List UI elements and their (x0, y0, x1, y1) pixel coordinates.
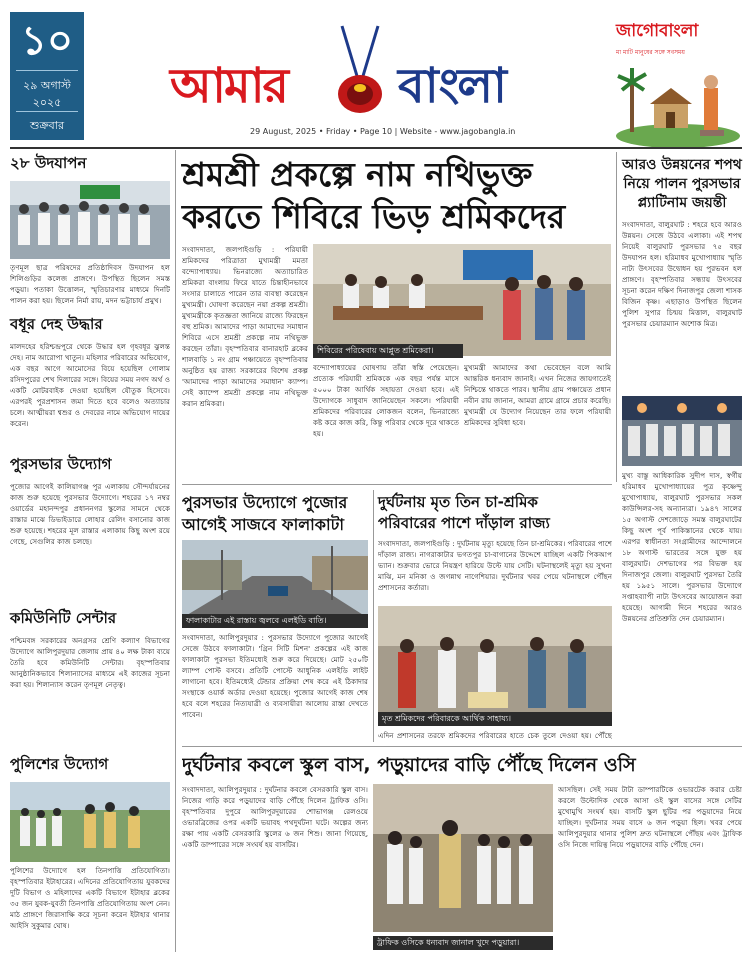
brand-name: জাগোবাংলা (616, 21, 699, 41)
section-heading: ২৮ উদযাপন (10, 154, 87, 172)
puja-photo-caption: ফালাকাটার এই রাস্তায় জ্বলবে এলইডি বাতি। (182, 614, 368, 628)
news-photo (10, 181, 170, 259)
brand-tagline: মা মাটি মানুষের সঙ্গে সবসময় (616, 49, 685, 56)
lead-photo-caption: শিবিরের পরিষেবায় আপ্লুত শ্রমিকেরা। (313, 344, 463, 358)
puja-story-text: সংবাদদাতা, আলিপুরদুয়ার : পুরসভার উদ্যোগে পুজোর আগেই সেজে উঠবে ফালাকাটা। 'গ্রিন সিটি মিশন' প্রকল্পের এই কাজ ফালাকাটা পুরসভা ইতিমধ্যেই শুরু করে দিয়েছে। মোট ২৫০টি ল্যাম্প পোস্ট বসবে। প্রতিটি পোস্টে আধুনিক এলইডি লাইট লাগানো হবে। ইতিমধ্যেই টেন্ডার প্রক্রিয়া শেষ করে এই ঠিকাদার সংস্থাকে ওয়ার্ক অর্ডার দেওয়া হয়েছে। পুজোর আগেই কাজ শেষ হবে বলে শহরের নিত্যযাত্রী ও ব্যবসায়ীরা আলোয় রাস্তা দেখতে পাবেন। (182, 633, 368, 719)
section-heading: কমিউনিটি সেন্টার (10, 609, 117, 627)
page-number: ১০ (21, 17, 73, 64)
lead-body-3: মুখ্যমন্ত্রী আমাদের কথা ভেবেছেন বলে আমি আন্তরিক ধন্যবাদ জানাই। এখন নিজের জায়গাতেই নিশ্চিন্তে থাকতে পারব। স্থানীয় গ্রাম পঞ্চায়েত প্রধান নবীন রায় জানান, আমরা গ্রামে গ্রামে প্রচার করেছি। মুখ্যমন্ত্রী যে উদ্যোগ নিয়েছেন তার ফলে পরিযায়ী শ্রমিকদের সুবিধা হবে। (464, 363, 611, 427)
section-heading: বধূর দেহ উদ্ধার (10, 315, 103, 333)
celebration-photo-icon (10, 181, 170, 259)
story-text: পশ্চিমবঙ্গ সরকারের অনগ্রসর শ্রেণি কল্যাণ বিভাগের উদ্যোগে আলিপুরদুয়ার জেলায় প্রায় ৪০ লক্ষ টাকা ব্যয়ে তৈরি হবে কমিউনিটি সেন্টার। বৃহস্পতিবার আনুষ্ঠানিকভাবে শিলান্যাসের মাধ্যমে এই কাজের সূচনা করা হয়। শিলান্যাস করেন তৃণমূল নেতৃত্ব। (10, 636, 170, 689)
accident-headline-line1: দুর্ঘটনায় মৃত তিন চা-শ্রমিক (378, 493, 538, 511)
traffic-oc-photo-icon (373, 784, 553, 932)
date-box (10, 12, 84, 140)
section-rule (182, 746, 742, 747)
accident-photo-caption: মৃত শ্রমিকদের পরিবারকে আর্থিক সাহায্য। (378, 712, 612, 726)
right-story-photo (622, 396, 742, 466)
lead-body-2: বন্দ্যোপাধ্যায়ের ঘোষণায় তাঁরা স্বস্তি পেয়েছেন। প্রত্যেক পরিযায়ী শ্রমিককে এক বছর পর্যন্ত মাসে ৫০০০ টাকা আর্থিক সহায়তা দেওয়া হবে। এই উদ্যোগকে সাধুবাদ জানিয়েছেন সকলে। পরিযায়ী শ্রমিকদের পরিবারের লোকজন বলেন, ভিনরাজ্যে কষ্ট করে কাজ করি, কিন্তু পরিবার থেকে দূরে থাকতে হয়। (313, 363, 459, 438)
bus-story-text-1: সংবাদদাতা, আলিপুরদুয়ার : দুর্ঘটনার কবলে বেসরকারি স্কুল বাস। নিজের গাড়ি করে পড়ুয়াদের বাড়ি পৌঁছে দিলেন ট্রাফিক ওসি। বৃহস্পতিবার দুপুরে আলিপুরদুয়ারের শোভাগঞ্জ রেলওয়ে ওভারব্রিজের ওপর একটি ভয়াবহ পথদুর্ঘটনা ঘটে। অল্পের জন্য রক্ষা পায় একটি বেসরকারি স্কুলের ৬ জন শিশু। জানা গিয়েছে, একটি ডাম্পারের সঙ্গে সংঘর্ষ হয় বাসটির। (182, 785, 368, 849)
masthead-title-left: আমার (170, 58, 287, 114)
dateline: 29 August, 2025 • Friday • Page 10 | Website - www.jagobangla.in (250, 127, 516, 136)
right-story-text: সংবাদদাতা, বালুরঘাট : শহরে হবে আরও উন্নয়ন। সেজে উঠবে এলাকা। এই শপথ নিয়েই বালুরঘাট পুরসভার ৭৫ বছর উদযাপন হল। হরিমাধব মুখোপাধ্যায় স্মৃতি নাট্য উৎসবের উদ্বোধন হয় পুরভবন হল প্রাঙ্গণে। বৃহস্পতিবার সন্ধ্যায় উৎসবের সূচনা করেন দক্ষিণ দিনাজপুর জেলা শাসক বিজিন কৃষ্ণ। এছাড়াও উপস্থিত ছিলেন পুলিশ সুপার চিন্ময় মিত্তাল, বালুরঘাট পুরসভার চেয়ারম্যান অশোক মিত্র। (622, 220, 742, 328)
bus-story-headline: দুর্ঘটনার কবলে স্কুল বাস, পড়ুয়াদের বাড়ি পৌঁছে দিলেন ওসি (182, 754, 636, 776)
lead-body-1: সংবাদদাতা, জলপাইগুড়ি : পরিযায়ী শ্রমিকদের পরিত্রাতা মুখ্যমন্ত্রী মমতা বন্দ্যোপাধ্যায়। ভিনরাজ্যে অত্যাচারিত শ্রমিকরা বাংলায় ফিরে যাতে চিন্তাহীনভাবে সংসার চালাতে পারেন তার ব্যবস্থা করেছেন মুখ্যমন্ত্রী। ঘোষণা করেছেন নয়া প্রকল্প শ্রমশ্রী। মুখ্যমন্ত্রীকে কৃতজ্ঞতা জানিয়ে রাজ্যে ফিরছেন বহু শ্রমিক। আমাদের পাড়া আমাদের সমাধান শিবিরে এসে শ্রমশ্রী প্রকল্পে নাম নথিভুক্ত করছেন তাঁরা। বৃহস্পতিবার বানারহাট ব্লকের শালবাড়ি ১ নং গ্রাম পঞ্চায়েতে বৃহস্পতিবার অনুষ্ঠিত হয় রাজ্য সরকারের বিশেষ প্রকল্প 'আমাদের পাড়া আমাদের সমাধান' ক্যাম্প। সেই ক্যাম্পে শ্রমশ্রী প্রকল্পে নাম নথিভুক্ত করান শ্রমিকরা। (182, 245, 308, 408)
lead-headline (182, 154, 612, 238)
issue-year: ২০২৫ (32, 96, 62, 109)
lead-photo (313, 244, 611, 356)
bus-story-photo (373, 784, 553, 932)
story-text: পুলিশের উদ্যোগে হল তিনপাত্তি প্রতিযোগিতা। বৃহস্পতিবার ইটাহারের। এদিনের প্রতিযোগিতায় যুবকদের দুটি বিভাগ ও মহিলাদের একটি বিভাগে ইটাহার ব্লকের ৩৫ জন যুবক-যুবতী তিনপাত্তি প্রতিযোগিতায় অংশ নেন। মাঠ প্রাঙ্গণে জিরাসাক্ষি করে সূচনা করেন ইটাহার থানার আইসি সুকুমার ঘোষ। (10, 866, 170, 930)
rural-scene-illustration-icon (616, 58, 741, 148)
puja-photo (182, 540, 368, 618)
puja-headline (182, 492, 368, 536)
brand-block (616, 18, 741, 152)
accident-photo (378, 606, 612, 718)
left-column (10, 152, 170, 962)
column-divider (175, 150, 176, 952)
column-divider (616, 152, 617, 482)
section-heading: পুলিশের উদ্যোগ (10, 755, 109, 773)
section-heading: পুরসভার উদ্যোগ (10, 455, 112, 473)
right-story-text-2: মুখ্য বাস্তু আধিকারিক সুদীপ দাস, স্বর্গীয় হরিমাধব মুখোপাধ্যায়ের পুত্র কৃষ্ণেন্দু মুখোপাধ্যায়, বালুরঘাট পুরসভার সকল কাউন্সিলর-সহ অন্যান্যরা। ১৯৪৭ সালের ১৫ অগাস্ট দেশজোড়ে সমস্ত বালুরঘাটের কিছু অংশ পূর্ব পাকিস্তানের থেকে যায়। এরপর স্বাধীনতা সংগ্রামীদের আন্দোলনে ১৮ অগাস্ট ভারতের সঙ্গে যুক্ত হয় বালুরঘাট। দেশভাগের পর বিভক্ত হয় দিনাজপুর জেলা। বালুরঘাট পুরসভা তৈরি হয় ১৯৫১ সালে। পুরসভার উদ্যোগে সপ্তাহব্যাপী নাট্য উৎসবের আয়োজন করা হয়েছে। আগামী দিনে শহরের আরও উন্নয়নের প্রতিশ্রুতি দেন চেয়ারম্যান। (622, 471, 742, 623)
right-column-story (622, 156, 742, 403)
ceremony-photo-icon (622, 396, 742, 466)
issue-date: ২৯ অগাস্ট (23, 79, 71, 92)
ektara-logo-icon (320, 22, 400, 117)
divider (16, 111, 78, 112)
lead-headline-line1: শ্রমশ্রী প্রকল্পে নাম নথিভুক্ত (182, 155, 533, 194)
registration-camp-photo-icon (313, 244, 611, 356)
masthead-title-right: বাংলা (398, 58, 505, 114)
lead-headline-line2: করতে শিবিরে ভিড় শ্রমিকদের (182, 197, 566, 236)
relief-distribution-photo-icon (378, 606, 612, 718)
accident-story-text-1: সংবাদদাতা, জলপাইগুড়ি : দুর্ঘটনায় মৃত্যু হয়েছে তিন চা-শ্রমিকের। পরিবারের পাশে দাঁড়াল রাজ্য। নাগরাকাটার ভগতপুর চা-বাগানের উদ্দেশে যাচ্ছিল একটি পিকআপ ভ্যান। শুক্রবার ভোরে নিয়ন্ত্রণ হারিয়ে উল্টে যায় সেটি। ঘটনাস্থলেই মৃত্যু হয় সুখনা মাঝি, মন মনিকা ও জগন্নাথ নাগেশিয়ার। দুর্ঘটনার খবর পেয়ে ঘটনাস্থলে পৌঁছন প্রশাসনের কর্তারা। (378, 539, 612, 592)
story-text: মালদহের হরিশ্চন্দ্রপুরে থেকে উদ্ধার হল গৃহবধূর ঝুলন্ত দেহ। নাম আরোপা খাতুন। মহিলার পরিবারের অভিযোগ, এক বছর আগে আমোসের বিয়ে হয়েছিল গোলাম রসিদপুরের শেখ দিলারের সঙ্গে। বিয়ের সময় নগদ অর্থ ও একটি মোটরবাইক দেওয়া হয়েছিল যৌতুক হিসেবে। এরপরই পুরপ্রশাসন জমা দিতে হবে বলেও অত্যাচার চলে। আত্মীয়রা শ্বশুর ও দেবরের নামে অভিযোগ দায়ের করেন। (10, 342, 170, 428)
bus-story-text-2: আসছিল। সেই সময় টাটা ডাম্পারটিকে ওভারটেক করার চেষ্টা করলে উল্টোদিক থেকে আসা ওই স্কুল বাসের সঙ্গে সেটির মুখোমুখি সংঘর্ষ হয়। বাসটি স্কুল ছুটির পর পড়ুয়াদের নিয়ে যাচ্ছিল। দুর্ঘটনার সময় বাসে ৬ জন পড়ুয়া ছিল। খবর পেয়ে আলিপুরদুয়ার থানার পুলিশ দ্রুত ঘটনাস্থলে পৌঁছয় এবং ট্রাফিক ওসি নিজে দায়িত্ব নিয়ে পড়ুয়াদের বাড়ি পৌঁছে দেন। (558, 785, 742, 849)
story-text: তৃণমূল ছাত্র পরিষদের প্রতিষ্ঠাদিবস উদযাপন হল শিলিগুড়ির কলেজ প্রাঙ্গণে। উপস্থিত ছিলেন সমস্ত পড়ুয়া। পতাকা উত্তোলন, স্মৃতিচারণার মাধ্যমে দিনটি পালন করা হয়। ছিলেন নির্মা রায়, মদন ভট্টাচার্য প্রমুখ। (10, 263, 170, 305)
street-photo-icon (182, 540, 368, 618)
story-text: পুজোর আগেই কালিয়াগঞ্জ পুর এলাকায় সৌন্দর্যায়নের কাজ শুরু হয়েছে পুরসভার উদ্যোগে। শহরের ১৭ নম্বর ওয়ার্ডের মহানন্দপুর প্রধাননগর স্কুলের সামনে থেকে রাস্তার মাঝে ডিভাইডারে লোহার রেলিং বসানোর কাজ শুরু হয়েছে। শহরের মূল রাস্তার এলাকায় কিছু অংশ রয়ে গেছে, সেগুলির কাজ চলছে। (10, 482, 170, 546)
police-event-photo-icon (10, 782, 170, 862)
accident-headline-line2: পরিবারের পাশে দাঁড়াল রাজ্য (378, 514, 550, 532)
right-story-headline: আরও উন্নয়নের শপথ নিয়ে পালন পুরসভার প্ল্যাটিনাম জয়ন্তী (622, 157, 742, 211)
masthead (170, 22, 570, 117)
accident-headline (378, 492, 612, 534)
column-divider (373, 490, 374, 742)
news-photo (10, 782, 170, 862)
puja-headline-line1: পুরসভার উদ্যোগে পুজোর (182, 493, 348, 512)
issue-weekday: শুক্রবার (29, 119, 65, 132)
divider (16, 70, 78, 71)
masthead-rule (10, 147, 742, 149)
accident-story-text-2: এদিন প্রশাসনের তরফে শ্রমিকদের পরিবারের হাতে চেক তুলে দেওয়া হয়। পৌঁছে (378, 731, 612, 740)
bus-photo-caption: ট্রাফিক ওসিকে ধন্যবাদ জানাল খুদে পড়ুয়ারা। (373, 936, 553, 950)
puja-headline-line2: আগেই সাজবে ফালাকাটা (182, 515, 344, 534)
section-rule (182, 484, 612, 485)
